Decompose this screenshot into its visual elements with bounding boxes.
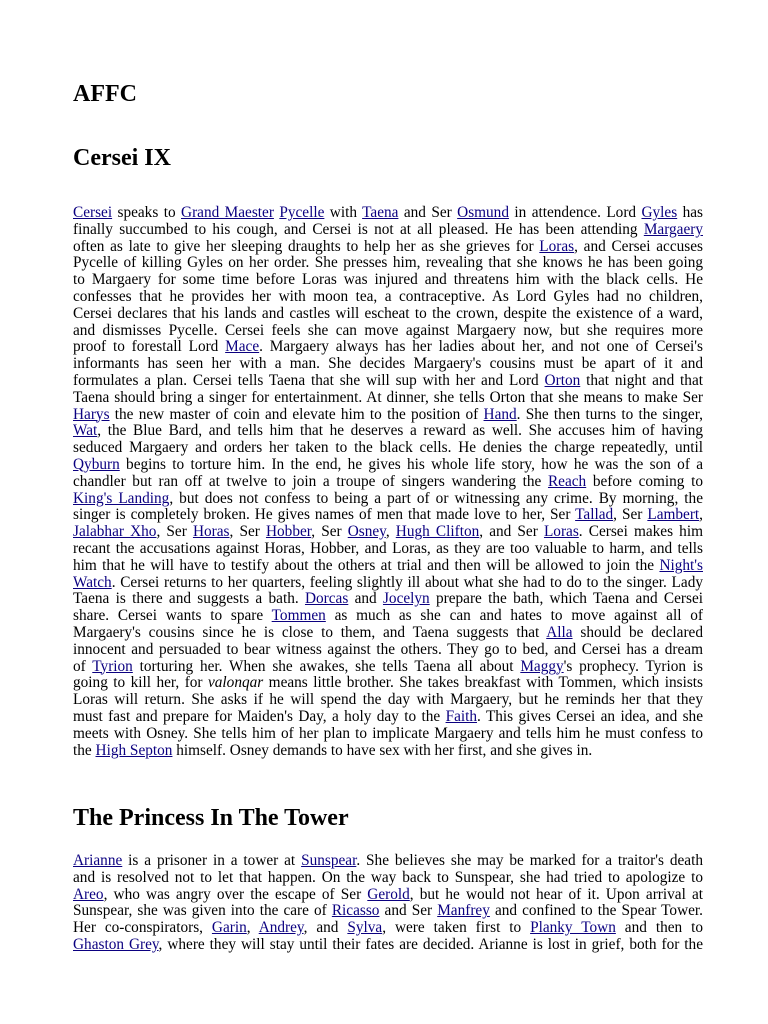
text-line xyxy=(73,507,703,524)
text-line xyxy=(73,272,703,289)
text-line xyxy=(73,524,703,541)
text-line xyxy=(73,407,703,424)
text-line xyxy=(73,937,703,954)
text-line xyxy=(73,575,703,592)
text-run: Taena should bring a singer for entertainment. At dinner, she tells Orton that she means to make Ser xyxy=(73,388,703,406)
wiki-link[interactable]: Garin xyxy=(211,919,247,937)
text-run: , were taken first to xyxy=(382,919,531,937)
text-run: Sunspear, she was given into the care of xyxy=(73,902,332,920)
text-run: and xyxy=(348,590,383,608)
text-run: prepare the bath, which Taena and Cersei xyxy=(429,590,703,608)
text-line xyxy=(73,625,703,642)
book-title: AFFC xyxy=(73,81,137,107)
wiki-link[interactable]: Lambert xyxy=(647,506,700,524)
text-line xyxy=(73,920,703,937)
chapter-summary-paragraph xyxy=(73,205,703,759)
text-line xyxy=(73,373,703,390)
text-run: and then to xyxy=(615,919,703,937)
text-line xyxy=(73,558,703,575)
text-run: singer is completely broken. He gives names of men that made love to her, Ser xyxy=(73,506,576,524)
text-line xyxy=(73,289,703,306)
text-run: the new master of coin and elevate him to the position of xyxy=(109,405,484,423)
text-run: , Ser xyxy=(311,523,348,541)
wiki-link[interactable]: Gyles xyxy=(641,204,678,221)
wiki-link[interactable]: Pycelle xyxy=(279,204,325,221)
text-line xyxy=(73,423,703,440)
text-run: proof to forestall Lord xyxy=(73,338,226,356)
wiki-link[interactable]: Tyrion xyxy=(92,657,133,675)
wiki-link[interactable]: Wat xyxy=(73,422,98,440)
wiki-link[interactable]: Osmund xyxy=(457,204,509,221)
text-run: , but does not confess to being a part of or witnessing any crime. By morning, the xyxy=(169,489,703,507)
wiki-link[interactable]: Orton xyxy=(544,371,581,389)
text-line xyxy=(73,642,703,659)
wiki-link[interactable]: Alla xyxy=(546,623,573,641)
text-run: . Margaery always has her ladies about her, and not one of Cersei's xyxy=(259,338,703,356)
text-run: and is resolved not to let that happen. On the way back to Sunspear, she had tried to apologize to xyxy=(73,868,703,886)
text-run: and Ser xyxy=(398,204,458,221)
wiki-link[interactable]: Osney xyxy=(347,523,386,541)
text-line xyxy=(73,726,703,743)
wiki-link[interactable]: Sunspear xyxy=(301,852,357,869)
text-run: speaks to xyxy=(112,204,182,221)
text-line xyxy=(73,541,703,558)
text-run: . She then turns to the singer, xyxy=(516,405,703,423)
text-run: of xyxy=(73,657,93,675)
text-line xyxy=(73,255,703,272)
text-run: , and Cersei accuses xyxy=(574,237,703,255)
text-line xyxy=(73,222,703,239)
text-run: , but he would not hear of it. Upon arrival at xyxy=(409,885,703,903)
wiki-link[interactable]: Grand Maester xyxy=(181,204,274,221)
wiki-link[interactable]: Watch xyxy=(73,573,112,591)
wiki-link[interactable]: Jocelyn xyxy=(382,590,430,608)
text-run: to Margaery for some time before Loras was injured and threatens him with the black cells. He xyxy=(73,271,703,289)
text-run: share. Cersei wants to spare xyxy=(73,607,272,625)
wiki-link[interactable]: High Septon xyxy=(95,741,173,759)
text-run: and confined to the Spear Tower. xyxy=(489,902,703,920)
wiki-link[interactable]: Manfrey xyxy=(437,902,490,920)
text-run: . This gives Cersei an idea, and she xyxy=(477,707,703,725)
text-line xyxy=(73,870,703,887)
text-run: recant the accusations against Horas, Hobber, and Loras, as they are too valuable to harm, and tells xyxy=(73,539,703,557)
wiki-link[interactable]: Harys xyxy=(73,405,110,423)
text-run: as much as she can and hates to move against all of xyxy=(325,607,703,625)
wiki-link[interactable]: Sylva xyxy=(347,919,383,937)
text-run: Cersei declares that his lands and castles will escheat to the crown, despite the existence of a ward, xyxy=(73,304,703,322)
text-run: . Cersei returns to her quarters, feeling slightly ill about what she had to do to the singer. Lady xyxy=(111,573,703,591)
wiki-link[interactable]: Horas xyxy=(192,523,230,541)
text-line xyxy=(73,339,703,356)
text-run: himself. Osney demands to have sex with her first, and she gives in. xyxy=(172,741,593,759)
text-run: , where they will stay until their fates are decided. Arianne is lost in grief, both for the xyxy=(158,935,703,953)
wiki-link[interactable]: Mace xyxy=(225,338,260,356)
wiki-link[interactable]: Maggy xyxy=(520,657,564,675)
italic-term: valonqar xyxy=(207,674,264,692)
wiki-link[interactable]: Dorcas xyxy=(304,590,349,608)
wiki-link[interactable]: Loras xyxy=(539,237,575,255)
text-run: has xyxy=(677,204,703,221)
text-run: . She believes she may be marked for a traitor's death xyxy=(356,852,703,869)
text-run: , xyxy=(246,919,259,937)
text-line xyxy=(73,306,703,323)
text-run: chandler but ran off at twelve to join a troupe of singers wandering the xyxy=(73,472,548,490)
text-run: often as late to give her sleeping draughts to help her as she grieves for xyxy=(73,237,540,255)
text-run: means little brother. She takes breakfast with Tommen, which insists xyxy=(263,674,703,692)
text-run: formulates a plan. Cersei tells Taena that she will sup with her and Lord xyxy=(73,371,545,389)
text-line xyxy=(73,323,703,340)
text-line xyxy=(73,853,703,870)
text-run: Her co-conspirators, xyxy=(73,919,212,937)
wiki-link[interactable]: Reach xyxy=(547,472,587,490)
text-run: that night and that xyxy=(580,371,703,389)
text-run: is a prisoner in a tower at xyxy=(122,852,302,869)
text-line xyxy=(73,692,703,709)
text-line xyxy=(73,903,703,920)
wiki-link[interactable]: Jalabhar Xho xyxy=(73,523,157,541)
text-line xyxy=(73,709,703,726)
text-line xyxy=(73,474,703,491)
text-run: , who was angry over the escape of Ser xyxy=(103,885,368,903)
text-run: should be declared xyxy=(572,623,703,641)
wiki-link[interactable]: Loras xyxy=(543,523,579,541)
wiki-link[interactable]: Planky Town xyxy=(530,919,616,937)
text-line xyxy=(73,356,703,373)
wiki-link[interactable]: Night's xyxy=(659,556,703,574)
text-line xyxy=(73,457,703,474)
text-line xyxy=(73,239,703,256)
text-run: . Cersei makes him xyxy=(578,523,703,541)
wiki-link[interactable]: Arianne xyxy=(73,852,123,869)
text-line xyxy=(73,675,703,692)
wiki-link[interactable]: Hand xyxy=(483,405,517,423)
text-run: 's prophecy. Tyrion is xyxy=(563,657,703,675)
text-run: finally succumbed to his cough, and Cersei is not at all pleased. He has been attending xyxy=(73,220,644,238)
text-run: Taena is there and suggests a bath. xyxy=(73,590,305,608)
text-run: , Ser xyxy=(156,523,193,541)
wiki-link[interactable]: Taena xyxy=(362,204,399,221)
wiki-link[interactable]: Ghaston Grey xyxy=(73,935,159,953)
text-run: , Ser xyxy=(613,506,648,524)
wiki-link[interactable]: Tallad xyxy=(575,506,614,524)
text-line xyxy=(73,743,703,760)
text-run: torturing her. When she awakes, she tells Taena all about xyxy=(132,657,521,675)
text-line xyxy=(73,205,703,222)
wiki-link[interactable]: Andrey xyxy=(258,919,304,937)
text-run: , and xyxy=(303,919,348,937)
text-run: him that he will have to testify about the others at trial and then will be allowed to join the xyxy=(73,556,660,574)
wiki-link[interactable]: Hugh Clifton xyxy=(395,523,480,541)
chapter-heading-princess-in-the-tower: The Princess In The Tower xyxy=(73,805,349,831)
text-run: must fast and prepare for Maiden's Day, a holy day to the xyxy=(73,707,446,725)
text-run: meets with Osney. She tells him of her plan to implicate Margaery and tells him he must confess to xyxy=(73,724,703,742)
text-line xyxy=(73,440,703,457)
wiki-link[interactable]: Areo xyxy=(73,885,104,903)
text-run: , and Ser xyxy=(479,523,544,541)
text-run: and Ser xyxy=(379,902,438,920)
text-run: informants has seen her with a man. She decides Margaery's cousins must be apart of it and xyxy=(73,355,703,373)
text-run: , the Blue Bard, and tells him that he deserves a reward as well. She accuses him of having xyxy=(97,422,703,440)
wiki-link[interactable]: Faith xyxy=(445,707,478,725)
text-run: innocent and persuaded to bear witness against the others. They go to bed, and Cersei has a dream xyxy=(73,640,703,658)
text-run: begins to torture him. In the end, he gives his whole life story, how he was the son of a xyxy=(119,455,703,473)
wiki-link[interactable]: Qyburn xyxy=(73,455,120,473)
text-line xyxy=(73,608,703,625)
wiki-link[interactable]: Ricasso xyxy=(331,902,380,920)
text-run: and dismisses Pycelle. Cersei feels she can move against Margaery now, but she requires more xyxy=(73,321,703,339)
text-run: , Ser xyxy=(229,523,266,541)
text-run: Pycelle of killing Gyles on her order. She presses him, revealing that she knows he has been going xyxy=(73,254,703,272)
text-run: the xyxy=(73,741,96,759)
text-line xyxy=(73,887,703,904)
wiki-link[interactable]: Gerold xyxy=(367,885,410,903)
text-run: in attendence. Lord xyxy=(508,204,642,221)
text-run: seduced Margaery and orders her taken to the black cells. He denies the charge repeatedly, until xyxy=(73,439,703,457)
text-line xyxy=(73,491,703,508)
wiki-link[interactable]: Margaery xyxy=(643,220,703,238)
text-run: going to kill her, for xyxy=(73,674,208,692)
wiki-link[interactable]: Tommen xyxy=(271,607,326,625)
chapter-summary-paragraph xyxy=(73,853,703,954)
text-line xyxy=(73,390,703,407)
wiki-link[interactable]: King's Landing xyxy=(73,489,170,507)
text-run: before coming to xyxy=(586,472,703,490)
text-run: , xyxy=(385,523,396,541)
text-run: Margaery's cousins since he is close to them, and Taena suggests that xyxy=(73,623,547,641)
chapter-heading-cersei-ix: Cersei IX xyxy=(73,145,171,171)
wiki-link[interactable]: Cersei xyxy=(73,204,113,221)
text-run: with xyxy=(324,204,363,221)
text-line xyxy=(73,659,703,676)
text-run: confesses that he provides her with moon tea, a contraceptive. As Lord Gyles had no children, xyxy=(73,287,703,305)
text-run: Loras will return. She asks if he will spend the day with Margaery, but he reminds her that they xyxy=(73,691,703,709)
text-line xyxy=(73,591,703,608)
text-run: , xyxy=(699,506,703,524)
wiki-link[interactable]: Hobber xyxy=(265,523,312,541)
